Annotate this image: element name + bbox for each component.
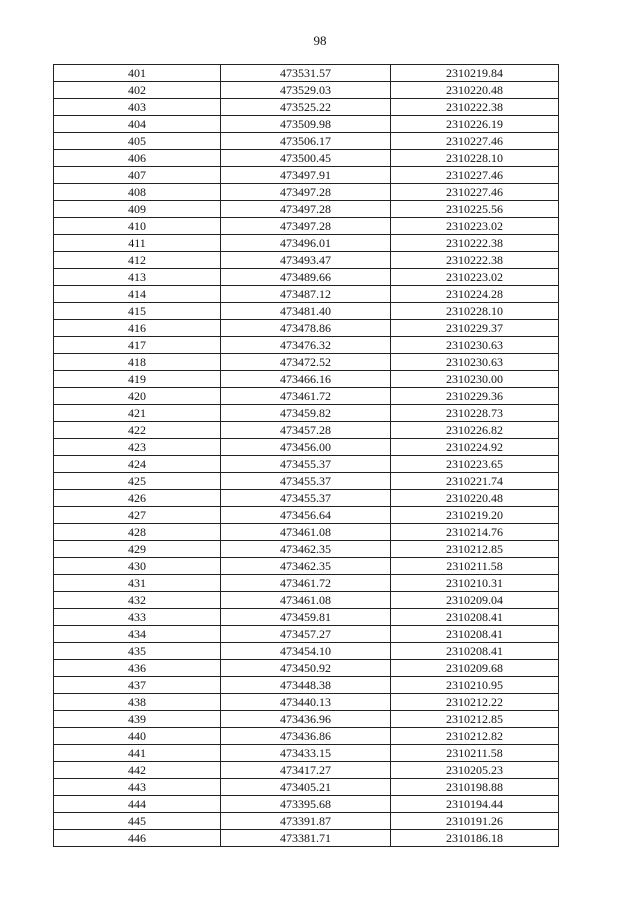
x-coordinate-cell: 473455.37	[221, 456, 391, 473]
table-row	[54, 133, 559, 150]
y-coordinate-cell: 2310211.58	[391, 745, 559, 762]
y-coordinate-cell: 2310227.46	[391, 133, 559, 150]
table-row	[54, 609, 559, 626]
point-number-cell: 442	[54, 762, 221, 779]
y-coordinate-cell: 2310220.48	[391, 490, 559, 507]
y-coordinate-cell: 2310219.20	[391, 507, 559, 524]
table-row	[54, 65, 559, 82]
table-row	[54, 150, 559, 167]
point-number-cell: 420	[54, 388, 221, 405]
point-number-cell: 410	[54, 218, 221, 235]
x-coordinate-cell: 473497.28	[221, 218, 391, 235]
y-coordinate-cell: 2310228.73	[391, 405, 559, 422]
table-row	[54, 541, 559, 558]
y-coordinate-cell: 2310222.38	[391, 235, 559, 252]
table-row	[54, 116, 559, 133]
y-coordinate-cell: 2310212.85	[391, 711, 559, 728]
table-row	[54, 626, 559, 643]
x-coordinate-cell: 473457.27	[221, 626, 391, 643]
table-row	[54, 269, 559, 286]
page-number: 98	[313, 33, 327, 48]
table-row	[54, 82, 559, 99]
y-coordinate-cell: 2310209.68	[391, 660, 559, 677]
x-coordinate-cell: 473461.08	[221, 592, 391, 609]
x-coordinate-cell: 473497.28	[221, 184, 391, 201]
table-row	[54, 320, 559, 337]
y-coordinate-cell: 2310224.92	[391, 439, 559, 456]
point-number-cell: 429	[54, 541, 221, 558]
x-coordinate-cell: 473496.01	[221, 235, 391, 252]
y-coordinate-cell: 2310223.02	[391, 218, 559, 235]
point-number-cell: 406	[54, 150, 221, 167]
x-coordinate-cell: 473461.72	[221, 388, 391, 405]
table-row	[54, 286, 559, 303]
y-coordinate-cell: 2310230.00	[391, 371, 559, 388]
point-number-cell: 417	[54, 337, 221, 354]
y-coordinate-cell: 2310221.74	[391, 473, 559, 490]
point-number-cell: 418	[54, 354, 221, 371]
point-number-cell: 439	[54, 711, 221, 728]
table-row	[54, 830, 559, 847]
point-number-cell: 405	[54, 133, 221, 150]
x-coordinate-cell: 473531.57	[221, 65, 391, 82]
y-coordinate-cell: 2310222.38	[391, 99, 559, 116]
table-row	[54, 184, 559, 201]
y-coordinate-cell: 2310210.95	[391, 677, 559, 694]
x-coordinate-cell: 473462.35	[221, 558, 391, 575]
table-row	[54, 575, 559, 592]
table-row	[54, 762, 559, 779]
x-coordinate-cell: 473461.08	[221, 524, 391, 541]
point-number-cell: 414	[54, 286, 221, 303]
x-coordinate-cell: 473459.81	[221, 609, 391, 626]
x-coordinate-cell: 473391.87	[221, 813, 391, 830]
point-number-cell: 431	[54, 575, 221, 592]
y-coordinate-cell: 2310209.04	[391, 592, 559, 609]
point-number-cell: 443	[54, 779, 221, 796]
table-row	[54, 99, 559, 116]
table-row	[54, 456, 559, 473]
x-coordinate-cell: 473525.22	[221, 99, 391, 116]
table-row	[54, 524, 559, 541]
y-coordinate-cell: 2310223.65	[391, 456, 559, 473]
point-number-cell: 412	[54, 252, 221, 269]
y-coordinate-cell: 2310212.82	[391, 728, 559, 745]
x-coordinate-cell: 473478.86	[221, 320, 391, 337]
point-number-cell: 422	[54, 422, 221, 439]
x-coordinate-cell: 473506.17	[221, 133, 391, 150]
x-coordinate-cell: 473436.96	[221, 711, 391, 728]
table-row	[54, 422, 559, 439]
y-coordinate-cell: 2310227.46	[391, 167, 559, 184]
point-number-cell: 430	[54, 558, 221, 575]
table-row	[54, 643, 559, 660]
point-number-cell: 402	[54, 82, 221, 99]
table-row	[54, 167, 559, 184]
table-row	[54, 218, 559, 235]
point-number-cell: 444	[54, 796, 221, 813]
table-row	[54, 490, 559, 507]
y-coordinate-cell: 2310212.22	[391, 694, 559, 711]
point-number-cell: 438	[54, 694, 221, 711]
x-coordinate-cell: 473472.52	[221, 354, 391, 371]
point-number-cell: 409	[54, 201, 221, 218]
y-coordinate-cell: 2310220.48	[391, 82, 559, 99]
point-number-cell: 411	[54, 235, 221, 252]
point-number-cell: 403	[54, 99, 221, 116]
x-coordinate-cell: 473448.38	[221, 677, 391, 694]
point-number-cell: 437	[54, 677, 221, 694]
x-coordinate-cell: 473489.66	[221, 269, 391, 286]
table-row	[54, 405, 559, 422]
table-row	[54, 252, 559, 269]
table-row	[54, 813, 559, 830]
x-coordinate-cell: 473417.27	[221, 762, 391, 779]
x-coordinate-cell: 473457.28	[221, 422, 391, 439]
point-number-cell: 408	[54, 184, 221, 201]
table-row	[54, 388, 559, 405]
y-coordinate-cell: 2310223.02	[391, 269, 559, 286]
point-number-cell: 446	[54, 830, 221, 847]
table-row	[54, 354, 559, 371]
point-number-cell: 404	[54, 116, 221, 133]
y-coordinate-cell: 2310208.41	[391, 609, 559, 626]
point-number-cell: 427	[54, 507, 221, 524]
y-coordinate-cell: 2310211.58	[391, 558, 559, 575]
x-coordinate-cell: 473476.32	[221, 337, 391, 354]
point-number-cell: 407	[54, 167, 221, 184]
y-coordinate-cell: 2310227.46	[391, 184, 559, 201]
point-number-cell: 432	[54, 592, 221, 609]
y-coordinate-cell: 2310214.76	[391, 524, 559, 541]
table-row	[54, 660, 559, 677]
point-number-cell: 425	[54, 473, 221, 490]
point-number-cell: 416	[54, 320, 221, 337]
point-number-cell: 445	[54, 813, 221, 830]
point-number-cell: 424	[54, 456, 221, 473]
table-row	[54, 507, 559, 524]
x-coordinate-cell: 473395.68	[221, 796, 391, 813]
y-coordinate-cell: 2310226.82	[391, 422, 559, 439]
point-number-cell: 426	[54, 490, 221, 507]
x-coordinate-cell: 473529.03	[221, 82, 391, 99]
y-coordinate-cell: 2310186.18	[391, 830, 559, 847]
x-coordinate-cell: 473487.12	[221, 286, 391, 303]
point-number-cell: 433	[54, 609, 221, 626]
x-coordinate-cell: 473466.16	[221, 371, 391, 388]
table-row	[54, 235, 559, 252]
x-coordinate-cell: 473455.37	[221, 473, 391, 490]
x-coordinate-cell: 473509.98	[221, 116, 391, 133]
table-row	[54, 796, 559, 813]
x-coordinate-cell: 473456.64	[221, 507, 391, 524]
y-coordinate-cell: 2310229.37	[391, 320, 559, 337]
x-coordinate-cell: 473440.13	[221, 694, 391, 711]
y-coordinate-cell: 2310224.28	[391, 286, 559, 303]
point-number-cell: 441	[54, 745, 221, 762]
table-body	[54, 65, 559, 847]
table-row	[54, 337, 559, 354]
x-coordinate-cell: 473497.28	[221, 201, 391, 218]
x-coordinate-cell: 473456.00	[221, 439, 391, 456]
table-row	[54, 558, 559, 575]
y-coordinate-cell: 2310191.26	[391, 813, 559, 830]
y-coordinate-cell: 2310225.56	[391, 201, 559, 218]
point-number-cell: 436	[54, 660, 221, 677]
table-row	[54, 371, 559, 388]
y-coordinate-cell: 2310228.10	[391, 303, 559, 320]
table-row	[54, 745, 559, 762]
point-number-cell: 440	[54, 728, 221, 745]
y-coordinate-cell: 2310208.41	[391, 626, 559, 643]
point-number-cell: 419	[54, 371, 221, 388]
x-coordinate-cell: 473497.91	[221, 167, 391, 184]
point-number-cell: 401	[54, 65, 221, 82]
x-coordinate-cell: 473493.47	[221, 252, 391, 269]
y-coordinate-cell: 2310222.38	[391, 252, 559, 269]
x-coordinate-cell: 473405.21	[221, 779, 391, 796]
table-row	[54, 439, 559, 456]
y-coordinate-cell: 2310230.63	[391, 337, 559, 354]
y-coordinate-cell: 2310210.31	[391, 575, 559, 592]
x-coordinate-cell: 473455.37	[221, 490, 391, 507]
x-coordinate-cell: 473462.35	[221, 541, 391, 558]
x-coordinate-cell: 473481.40	[221, 303, 391, 320]
point-number-cell: 435	[54, 643, 221, 660]
y-coordinate-cell: 2310230.63	[391, 354, 559, 371]
point-number-cell: 413	[54, 269, 221, 286]
table-row	[54, 201, 559, 218]
point-number-cell: 421	[54, 405, 221, 422]
y-coordinate-cell: 2310226.19	[391, 116, 559, 133]
x-coordinate-cell: 473454.10	[221, 643, 391, 660]
y-coordinate-cell: 2310212.85	[391, 541, 559, 558]
x-coordinate-cell: 473381.71	[221, 830, 391, 847]
table-row	[54, 592, 559, 609]
table-row	[54, 711, 559, 728]
table-row	[54, 694, 559, 711]
y-coordinate-cell: 2310198.88	[391, 779, 559, 796]
point-number-cell: 423	[54, 439, 221, 456]
x-coordinate-cell: 473450.92	[221, 660, 391, 677]
point-number-cell: 434	[54, 626, 221, 643]
y-coordinate-cell: 2310205.23	[391, 762, 559, 779]
y-coordinate-cell: 2310208.41	[391, 643, 559, 660]
point-number-cell: 415	[54, 303, 221, 320]
x-coordinate-cell: 473461.72	[221, 575, 391, 592]
x-coordinate-cell: 473459.82	[221, 405, 391, 422]
x-coordinate-cell: 473436.86	[221, 728, 391, 745]
table-row	[54, 677, 559, 694]
coordinate-table	[53, 64, 559, 847]
table-row	[54, 728, 559, 745]
table-row	[54, 303, 559, 320]
table-row	[54, 473, 559, 490]
y-coordinate-cell: 2310228.10	[391, 150, 559, 167]
x-coordinate-cell: 473433.15	[221, 745, 391, 762]
y-coordinate-cell: 2310229.36	[391, 388, 559, 405]
table-row	[54, 779, 559, 796]
point-number-cell: 428	[54, 524, 221, 541]
x-coordinate-cell: 473500.45	[221, 150, 391, 167]
y-coordinate-cell: 2310219.84	[391, 65, 559, 82]
y-coordinate-cell: 2310194.44	[391, 796, 559, 813]
